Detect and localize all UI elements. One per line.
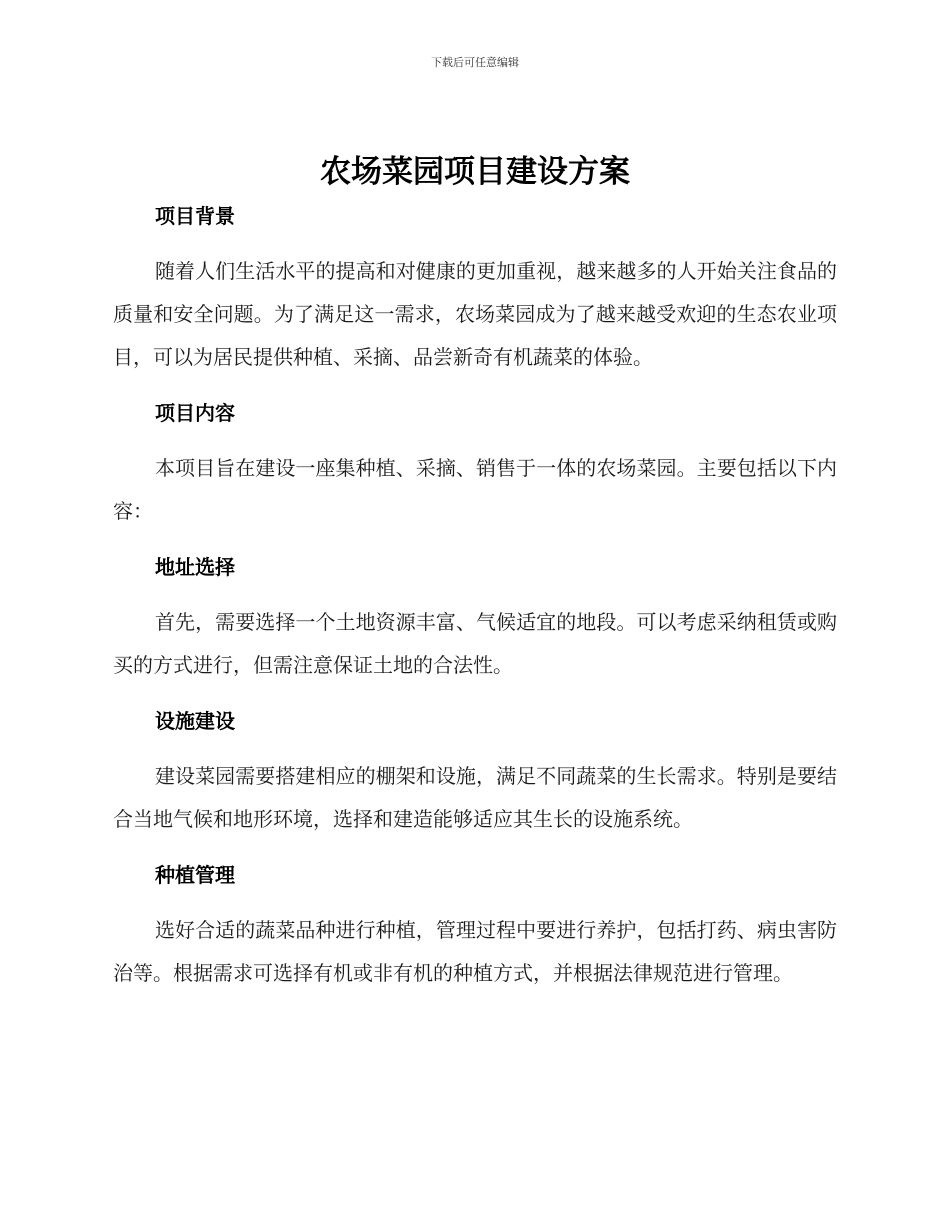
document-content [113,150,837,1015]
section-facility-construction [113,707,837,841]
section-paragraph: 建设菜园需要搭建相应的棚架和设施，满足不同蔬菜的生长需求。特别是要结合当地气候和地形环境，选择和建造能够适应其生长的设施系统。 [113,764,837,831]
section-heading: 种植管理 [155,863,235,887]
section-planting-management [113,861,837,995]
section-paragraph: 本项目旨在建设一座集种植、采摘、销售于一体的农场菜园。主要包括以下内容： [113,456,837,523]
section-project-background [113,202,837,379]
section-heading: 项目背景 [155,204,235,228]
section-heading: 项目内容 [155,401,235,425]
header-note: 下载后可任意编辑 [431,56,519,69]
section-project-content [113,399,837,533]
section-paragraph: 随着人们生活水平的提高和对健康的更加重视，越来越多的人开始关注食品的质量和安全问题。为了满足这一需求，农场菜园成为了越来越受欢迎的生态农业项目，可以为居民提供种植、采摘、品尝新奇有机蔬菜的体验。 [113,259,837,369]
section-heading: 地址选择 [155,555,235,579]
section-paragraph: 首先，需要选择一个土地资源丰富、气候适宜的地段。可以考虑采纳租赁或购买的方式进行，但需注意保证土地的合法性。 [113,610,837,677]
section-paragraph: 选好合适的蔬菜品种进行种植，管理过程中要进行养护，包括打药、病虫害防治等。根据需求可选择有机或非有机的种植方式，并根据法律规范进行管理。 [113,918,837,985]
section-heading: 设施建设 [155,709,235,733]
document-title: 农场菜园项目建设方案 [320,154,630,190]
section-site-selection [113,553,837,687]
